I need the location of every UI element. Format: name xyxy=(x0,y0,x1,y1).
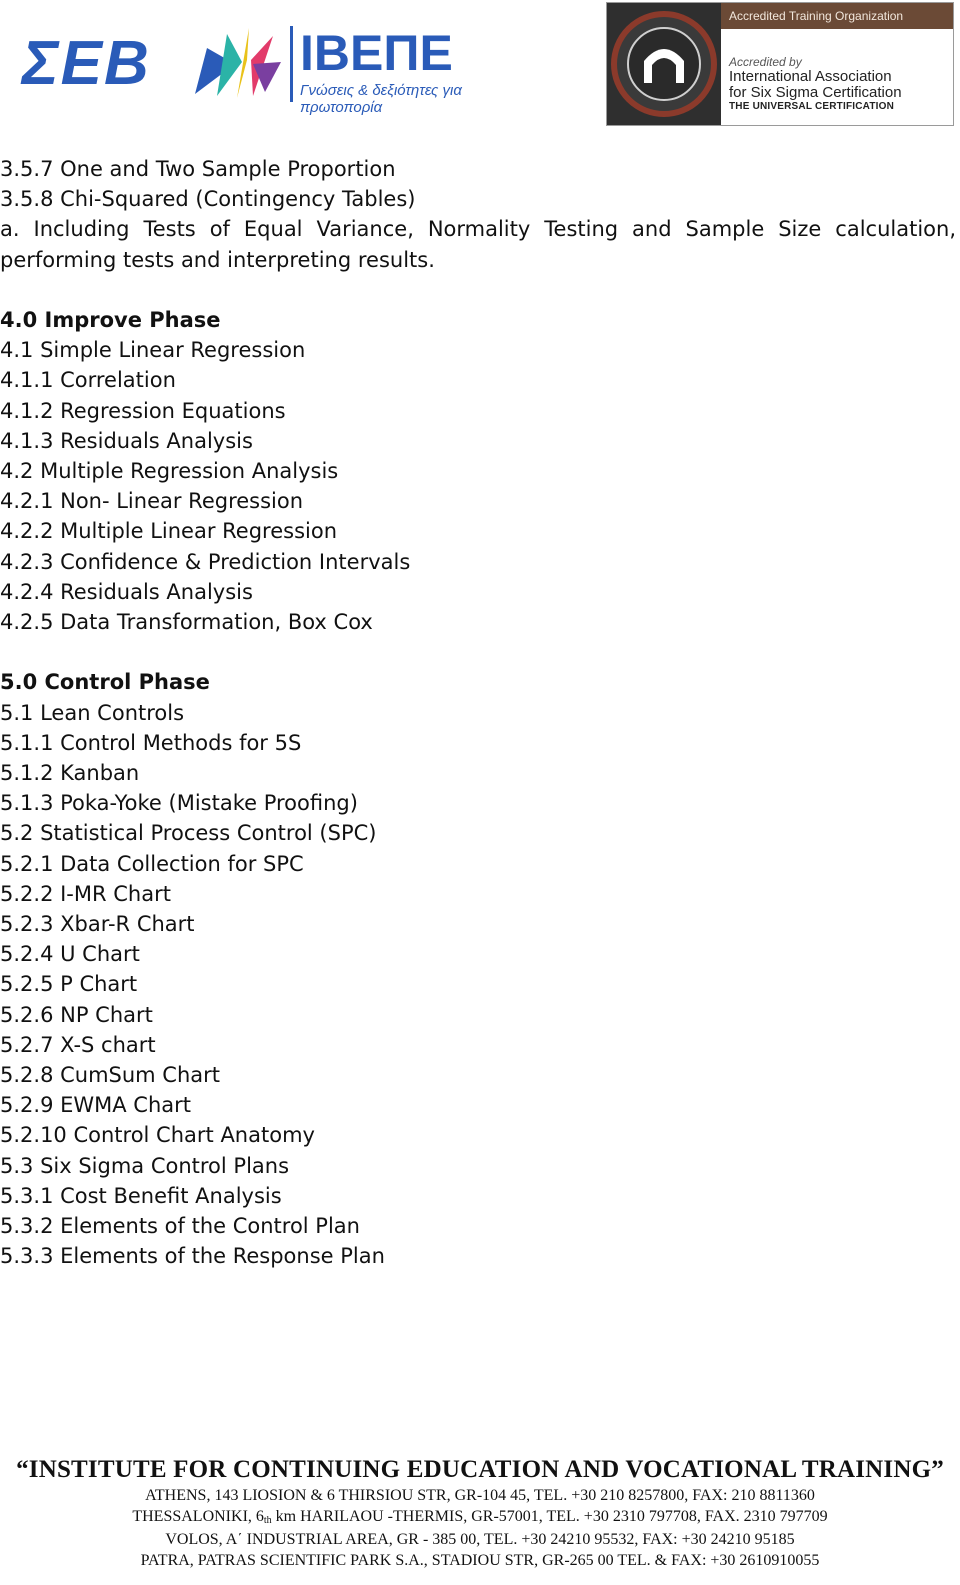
page-footer xyxy=(0,1455,960,1571)
list-item: 4.2.1 Non- Linear Regression xyxy=(0,489,304,514)
list-item: 5.2.4 U Chart xyxy=(0,942,140,967)
list-item: 4.2.4 Residuals Analysis xyxy=(0,579,253,604)
list-item: 5.3.3 Elements of the Response Plan xyxy=(0,1244,385,1269)
institute-title: “INSTITUTE FOR CONTINUING EDUCATION AND VOCATIONAL TRAINING” xyxy=(16,1456,944,1483)
ibepe-title: ΙΒΕΠΕ xyxy=(300,25,453,81)
badge-line-3: THE UNIVERSAL CERTIFICATION xyxy=(729,101,895,112)
thessaloniki-suffix: km HARILAOU -THERMIS, GR-57001, TEL. +30 2310 797708, FAX. 2310 797709 xyxy=(271,1508,828,1525)
list-item: 5.2 Statistical Process Control (SPC) xyxy=(0,821,377,846)
list-item: 4.2 Multiple Regression Analysis xyxy=(0,459,339,484)
list-item: 5.1.3 Poka-Yoke (Mistake Proofing) xyxy=(0,791,358,816)
seb-ibepe-logo xyxy=(22,18,542,116)
iassc-seal-icon xyxy=(607,3,721,125)
note-paragraph-line1: a. Including Tests of Equal Variance, Normality Testing and Sample Size calculation, xyxy=(0,217,956,242)
list-item: 4.1 Simple Linear Regression xyxy=(0,338,306,363)
list-item: 5.2.3 Xbar-R Chart xyxy=(0,912,195,937)
list-item: 4.2.3 Confidence & Prediction Intervals xyxy=(0,549,411,574)
address-volos: VOLOS, A΄ INDUSTRIAL AREA, GR - 385 00, TEL. +30 24210 95532, FAX: +30 24210 95185 xyxy=(165,1531,795,1548)
badge-accredited-by: Accredited by xyxy=(729,55,802,69)
list-item: 5.1.1 Control Methods for 5S xyxy=(0,730,302,755)
list-item: 3.5.8 Chi-Squared (Contingency Tables) xyxy=(0,187,416,212)
control-phase-heading: 5.0 Control Phase xyxy=(0,670,210,695)
list-item: 4.1.3 Residuals Analysis xyxy=(0,428,253,453)
badge-line-2: for Six Sigma Certification xyxy=(729,84,902,101)
list-item: 5.3.1 Cost Benefit Analysis xyxy=(0,1183,282,1208)
thessaloniki-ordinal: th xyxy=(263,1515,272,1526)
badge-line-1: International Association xyxy=(729,68,892,85)
list-item: 4.2.5 Data Transformation, Box Cox xyxy=(0,610,373,635)
list-item: 5.3 Six Sigma Control Plans xyxy=(0,1153,290,1178)
list-item: 5.3.2 Elements of the Control Plan xyxy=(0,1214,360,1239)
starburst-logo-icon xyxy=(187,24,282,104)
list-item: 5.2.9 EWMA Chart xyxy=(0,1093,192,1118)
note-paragraph-line2: performing tests and interpreting results. xyxy=(0,247,435,272)
syllabus-content xyxy=(0,154,956,1271)
list-item: 5.2.1 Data Collection for SPC xyxy=(0,851,304,876)
address-patra: PATRA, PATRAS SCIENTIFIC PARK S.A., STADIOU STR, GR-265 00 TEL. & FAX: +30 2610910055 xyxy=(140,1552,820,1569)
thessaloniki-prefix: THESSALONIKI, 6 xyxy=(132,1508,264,1525)
list-item: 4.1.2 Regression Equations xyxy=(0,398,286,423)
list-item: 5.2.6 NP Chart xyxy=(0,1002,153,1027)
address-athens: ATHENS, 143 LIOSION & 6 THIRSIOU STR, GR-104 45, TEL. +30 210 8257800, FAX: 210 8811360 xyxy=(145,1487,815,1504)
logo-divider xyxy=(290,26,293,102)
spacer xyxy=(0,275,956,305)
list-item: 5.2.2 I-MR Chart xyxy=(0,881,171,906)
iassc-seal xyxy=(607,3,721,125)
list-item: 5.2.8 CumSum Chart xyxy=(0,1063,221,1088)
address-thessaloniki xyxy=(0,1506,960,1529)
list-item: 4.2.2 Multiple Linear Regression xyxy=(0,519,338,544)
improve-phase-heading: 4.0 Improve Phase xyxy=(0,308,221,332)
iassc-accreditation-badge xyxy=(606,2,954,126)
badge-bar-text: Accredited Training Organization xyxy=(721,3,953,29)
list-item: 4.1.1 Correlation xyxy=(0,368,176,393)
list-item: 5.2.7 X-S chart xyxy=(0,1032,156,1057)
list-item: 5.2.5 P Chart xyxy=(0,972,138,997)
spacer xyxy=(0,637,956,667)
seb-logo-word: ΣΕΒ xyxy=(22,29,151,98)
list-item: 5.1.2 Kanban xyxy=(0,761,140,786)
ibepe-tagline: Γνώσεις & δεξιότητες για πρωτοπορία xyxy=(300,82,462,116)
list-item: 5.2.10 Control Chart Anatomy xyxy=(0,1123,315,1148)
badge-text-block xyxy=(729,55,902,112)
list-item: 3.5.7 One and Two Sample Proportion xyxy=(0,157,396,181)
list-item: 5.1 Lean Controls xyxy=(0,700,185,725)
page-header xyxy=(0,0,960,130)
